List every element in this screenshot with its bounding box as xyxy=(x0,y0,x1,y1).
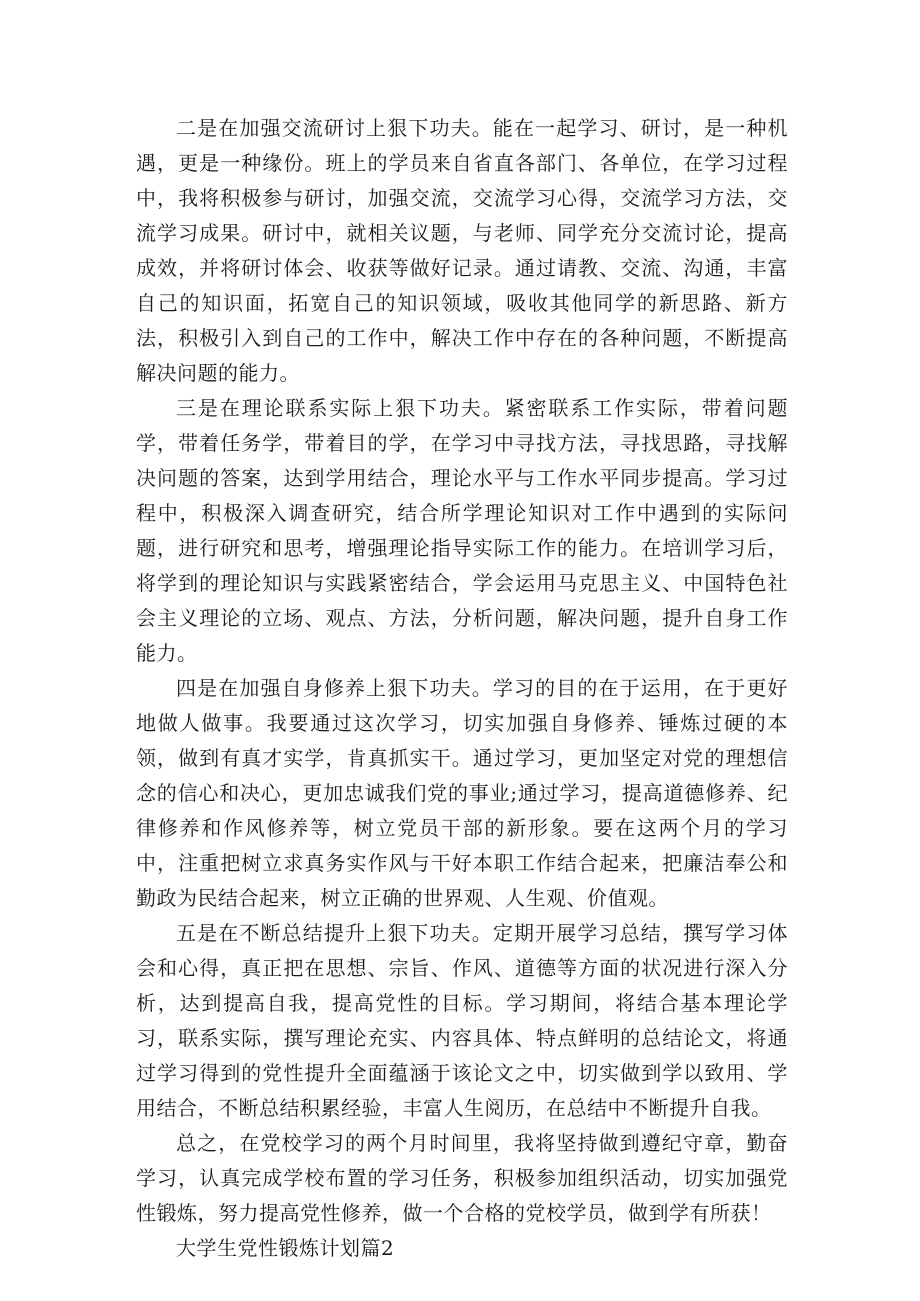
document-body xyxy=(136,111,788,1266)
paragraph-4-self-cultivation: 四是在加强自身修养上狠下功夫。学习的目的在于运用，在于更好地做人做事。我要通过这次学习，切实加强自身修养、锤炼过硬的本领，做到有真才实学，肯真抓实干。通过学习，更加坚定对党的理想信念的信心和决心，更加忠诚我们党的事业;通过学习，提高道德修养、纪律修养和作风修养等，树立党员干部的新形象。要在这两个月的学习中，注重把树立求真务实作风与干好本职工作结合起来，把廉洁奉公和勤政为民结合起来，树立正确的世界观、人生观、价值观。 xyxy=(136,676,788,910)
paragraph-3-theory-practice: 三是在理论联系实际上狠下功夫。紧密联系工作实际，带着问题学，带着任务学，带着目的学，在学习中寻找方法，寻找思路，寻找解决问题的答案，达到学用结合，理论水平与工作水平同步提高。学习过程中，积极深入调查研究，结合所学理论知识对工作中遇到的实际问题，进行研究和思考，增强理论指导实际工作的能力。在培训学习后，将学到的理论知识与实践紧密结合，学会运用马克思主义、中国特色社会主义理论的立场、观点、方法，分析问题，解决问题，提升自身工作能力。 xyxy=(136,396,788,665)
paragraph-2-exchange: 二是在加强交流研讨上狠下功夫。能在一起学习、研讨，是一种机遇，更是一种缘份。班上的学员来自省直各部门、各单位，在学习过程中，我将积极参与研讨，加强交流，交流学习心得，交流学习方法，交流学习成果。研讨中，就相关议题，与老师、同学充分交流讨论，提高成效，并将研讨体会、收获等做好记录。通过请教、交流、沟通，丰富自己的知识面，拓宽自己的知识领域，吸收其他同学的新思路、新方法，积极引入到自己的工作中，解决工作中存在的各种问题，不断提高解决问题的能力。 xyxy=(136,116,788,385)
paragraph-conclusion: 总之，在党校学习的两个月时间里，我将坚持做到遵纪守章，勤奋学习，认真完成学校布置的学习任务，积极参加组织活动，切实加强党性锻炼，努力提高党性修养，做一个合格的党校学员，做到学有所获！ xyxy=(136,1131,788,1225)
paragraph-5-summary: 五是在不断总结提升上狠下功夫。定期开展学习总结，撰写学习体会和心得，真正把在思想、宗旨、作风、道德等方面的状况进行深入分析，达到提高自我，提高党性的目标。学习期间，将结合基本理论学习，联系实际，撰写理论充实、内容具体、特点鲜明的总结论文，将通过学习得到的党性提升全面蕴涵于该论文之中，切实做到学以致用、学用结合，不断总结积累经验，丰富人生阅历，在总结中不断提升自我。 xyxy=(136,921,788,1120)
section-heading: 大学生党性锻炼计划篇2 xyxy=(176,1236,395,1260)
